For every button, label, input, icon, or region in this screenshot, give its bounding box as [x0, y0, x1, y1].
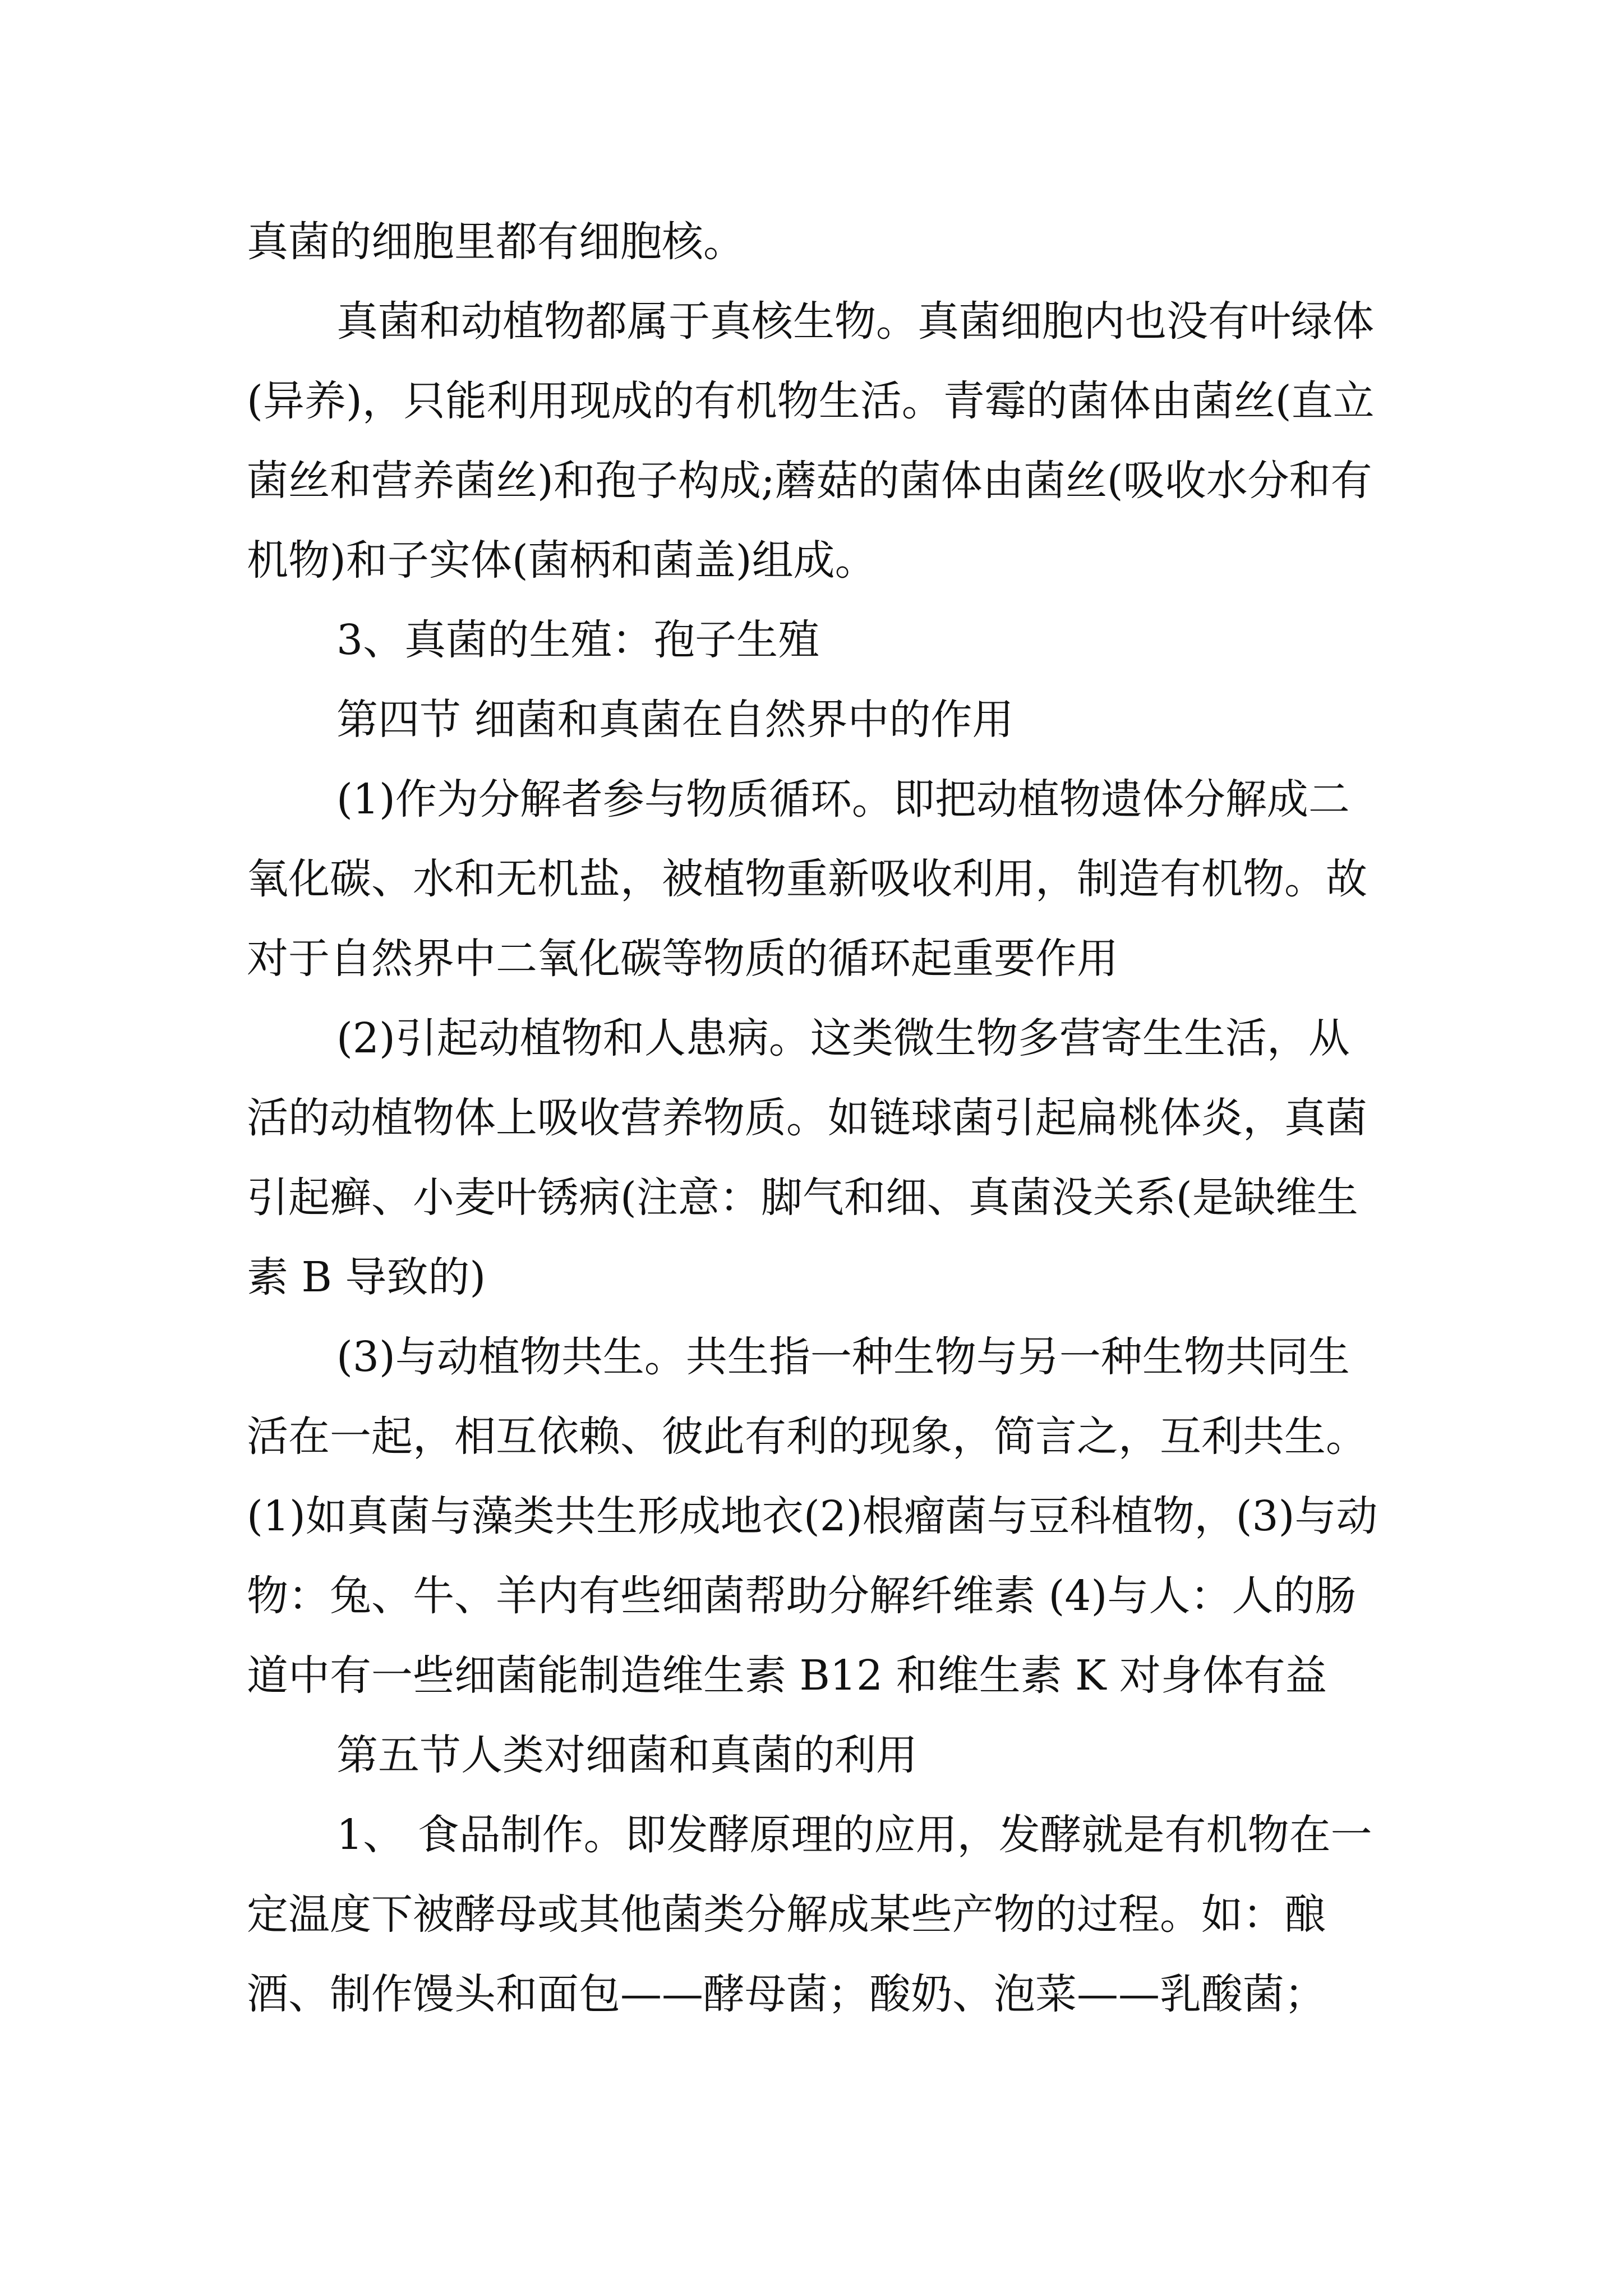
paragraph: 真菌的细胞里都有细胞核。: [247, 218, 745, 266]
paragraph: 3、真菌的生殖：孢子生殖: [336, 616, 820, 664]
section-heading: 第四节 细菌和真菌在自然界中的作用: [336, 696, 1014, 744]
section-heading: 第五节人类对细菌和真菌的利用: [336, 1731, 917, 1779]
paragraph: 1、 食品制作。即发酵原理的应用，发酵就是有机物在一定温度下被酵母或其他菌类分解成某些产物的过程。如：酿酒、制作馒头和面包——酵母菌；酸奶、泡菜——乳酸菌；: [247, 1811, 1372, 2018]
paragraph: (3)与动植物共生。共生指一种生物与另一种生物共同生活在一起，相互依赖、彼此有利的现象，简言之，互利共生。(1)如真菌与藻类共生形成地衣(2)根瘤菌与豆科植物，(3)与动物：兔、牛、羊内有些细菌帮助分解纤维素 (4)与人：人的肠道中有一些细菌能制造维生素 B12 和维生素 K 对身体有益: [247, 1333, 1378, 1700]
paragraph: 真菌和动植物都属于真核生物。真菌细胞内也没有叶绿体(异养)，只能利用现成的有机物生活。青霉的菌体由菌丝(直立菌丝和营养菌丝)和孢子构成;蘑菇的菌体由菌丝(吸收水分和有机物)和子实体(菌柄和菌盖)组成。: [247, 297, 1375, 585]
document-body: [247, 202, 1385, 2034]
paragraph: (2)引起动植物和人患病。这类微生物多营寄生生活，从活的动植物体上吸收营养物质。如链球菌引起扁桃体炎，真菌引起癣、小麦叶锈病(注意：脚气和细、真菌没关系(是缺维生素 B 导致的): [247, 1014, 1367, 1301]
paragraph: (1)作为分解者参与物质循环。即把动植物遗体分解成二氧化碳、水和无机盐，被植物重新吸收利用，制造有机物。故对于自然界中二氧化碳等物质的循环起重要作用: [247, 775, 1367, 983]
